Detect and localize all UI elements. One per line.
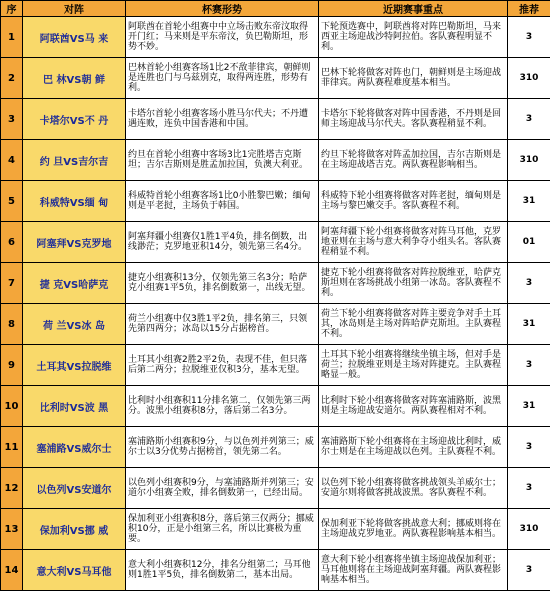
recent-focus-text: 科威特下轮小组赛将做客对阵老挝，缅甸则是主场与黎巴嫩交手。客队赛程不利。 — [319, 181, 508, 222]
cup-form-text: 塞浦路斯小组赛积9分，与以色列并列第三；威尔士以3分优势占据榜首，领先第二名。 — [126, 427, 319, 468]
match-name: 阿塞拜VS克罗地 — [23, 222, 126, 263]
cup-form-text: 以色列小组赛积9分，与塞浦路斯并列第三；安道尔小组赛全败，排名倒数第一，已经出局。 — [126, 468, 319, 509]
match-name: 巴 林VS朝 鲜 — [23, 58, 126, 99]
table-row — [1, 345, 550, 386]
cup-form-text: 巴林首轮小组赛客场1比2不敌菲律宾，朝鲜则是连胜也门与乌兹别克，取得两连胜，形势有利。 — [126, 58, 319, 99]
cup-form-text: 阿联酋在首轮小组赛中中立场击败东帝汶取得开门红；马来则是平东帝汶，负巴勒斯坦，形势不妙。 — [126, 17, 319, 58]
table-row — [1, 222, 550, 263]
match-name: 以色列VS安道尔 — [23, 468, 126, 509]
header-focus: 近期赛事重点 — [319, 1, 508, 17]
recent-focus-text: 土耳其下轮小组赛将继续坐镇主场，但对手是荷兰；拉脱维亚则是主场对阵捷克。主队赛程略显一般。 — [319, 345, 508, 386]
recent-focus-text: 卡塔尔下轮将做客对阵中国香港，不丹则是回师主场迎战马尔代夫。客队赛程稍显不利。 — [319, 99, 508, 140]
row-number: 5 — [1, 181, 23, 222]
cup-form-text: 荷兰小组赛中仅3胜1平2负，排名第三，只领先第四两分；冰岛以15分占据榜首。 — [126, 304, 319, 345]
cup-form-text: 阿塞拜疆小组赛仅1胜1平4负，排名倒数，出线渺茫；克罗地亚积14分，领先第三名4分。 — [126, 222, 319, 263]
recent-focus-text: 荷兰下轮小组赛将做客对阵主要竞争对手土耳其，冰岛则是主场对阵哈萨克斯坦。主队赛程不利。 — [319, 304, 508, 345]
table-row — [1, 58, 550, 99]
recent-focus-text: 阿塞拜疆下轮小组赛将做客对阵马耳他，克罗地亚则在主场与意大利争夺小组头名。客队赛程稍显不利。 — [319, 222, 508, 263]
match-name: 捷 克VS哈萨克 — [23, 263, 126, 304]
recent-focus-text: 巴林下轮将做客对阵也门，朝鲜则是主场迎战菲律宾。两队赛程难度基本相当。 — [319, 58, 508, 99]
header-form: 杯赛形势 — [126, 1, 319, 17]
match-name: 塞浦路VS威尔士 — [23, 427, 126, 468]
tip-value: 310 — [508, 58, 550, 99]
table-row — [1, 181, 550, 222]
match-name: 比利时VS波 黑 — [23, 386, 126, 427]
header-seq: 序 — [1, 1, 23, 17]
table-row — [1, 140, 550, 181]
recent-focus-text: 约旦下轮将做客对阵孟加拉国，吉尔吉斯则是在主场迎战塔吉克。两队赛程影响相当。 — [319, 140, 508, 181]
table-row — [1, 468, 550, 509]
row-number: 3 — [1, 99, 23, 140]
header-match: 对阵 — [23, 1, 126, 17]
match-name: 约 旦VS吉尔吉 — [23, 140, 126, 181]
match-name: 卡塔尔VS不 丹 — [23, 99, 126, 140]
row-number: 8 — [1, 304, 23, 345]
recent-focus-text: 塞浦路斯下轮小组赛将在主场迎战比利时，威尔士则是在主场迎战以色列。主队赛程不利。 — [319, 427, 508, 468]
recent-focus-text: 比利时下轮小组赛将做客对阵塞浦路斯，波黑则是主场迎战安道尔。两队赛程相对不利。 — [319, 386, 508, 427]
cup-form-text: 土耳其小组赛2胜2平2负，表现不佳，但只落后第二两分；拉脱维亚仅积3分，基本无望。 — [126, 345, 319, 386]
table-row — [1, 427, 550, 468]
cup-form-text: 意大利小组赛积12分，排名分组第二；马耳他则1胜1平5负，排名倒数第二，基本出局。 — [126, 550, 319, 591]
row-number: 6 — [1, 222, 23, 263]
match-name: 阿联酋VS马 来 — [23, 17, 126, 58]
row-number: 2 — [1, 58, 23, 99]
cup-form-text: 科威特首轮小组赛客场1比0小胜黎巴嫩；缅甸则是平老挝，主场负于韩国。 — [126, 181, 319, 222]
row-number: 14 — [1, 550, 23, 591]
match-name: 土耳其VS拉脱维 — [23, 345, 126, 386]
row-number: 1 — [1, 17, 23, 58]
table-row — [1, 263, 550, 304]
tip-value: 31 — [508, 386, 550, 427]
tip-value: 310 — [508, 509, 550, 550]
row-number: 10 — [1, 386, 23, 427]
tip-value: 3 — [508, 17, 550, 58]
match-name: 荷 兰VS冰 岛 — [23, 304, 126, 345]
recent-focus-text: 下轮预选赛中，阿联酋将对阵巴勒斯坦，马来西亚主场迎战沙特阿拉伯。客队赛程明显不利。 — [319, 17, 508, 58]
cup-form-text: 捷克小组赛积13分，仅领先第三名3分；哈萨克小组赛1平5负，排名倒数第一，出线无望。 — [126, 263, 319, 304]
recent-focus-text: 意大利下轮小组赛将坐镇主场迎战保加利亚；马耳他则将在主场迎战阿塞拜疆。两队赛程影响基本相当。 — [319, 550, 508, 591]
cup-form-text: 保加利亚小组赛积8分，落后第三仅两分；挪威积10分，正是小组第三名，所以比赛极为重要。 — [126, 509, 319, 550]
cup-form-text: 约旦在首轮小组赛中客场3比1完胜塔吉克斯坦；吉尔吉斯则是胜孟加拉国，负澳大利亚。 — [126, 140, 319, 181]
row-number: 11 — [1, 427, 23, 468]
match-name: 意大利VS马耳他 — [23, 550, 126, 591]
tip-value: 3 — [508, 263, 550, 304]
row-number: 7 — [1, 263, 23, 304]
recent-focus-text: 保加利亚下轮将做客挑战意大利；挪威则将在主场迎战克罗地亚。两队赛程影响基本相当。 — [319, 509, 508, 550]
row-number: 9 — [1, 345, 23, 386]
tip-value: 310 — [508, 140, 550, 181]
tip-value: 31 — [508, 181, 550, 222]
cup-form-text: 比利时小组赛积11分排名第二，仅领先第三两分。波黑小组赛积8分，落后第二名3分。 — [126, 386, 319, 427]
match-name: 保加利VS挪 威 — [23, 509, 126, 550]
row-number: 13 — [1, 509, 23, 550]
tip-value: 3 — [508, 427, 550, 468]
header-row — [1, 1, 550, 17]
recent-focus-text: 捷克下轮小组赛将做客对阵拉脱维亚，哈萨克斯坦则在客场挑战小组第一冰岛。客队赛程不利。 — [319, 263, 508, 304]
match-name: 科威特VS缅 甸 — [23, 181, 126, 222]
table-row — [1, 99, 550, 140]
tip-value: 3 — [508, 99, 550, 140]
row-number: 4 — [1, 140, 23, 181]
table-row — [1, 550, 550, 591]
tip-value: 3 — [508, 468, 550, 509]
tip-value: 3 — [508, 550, 550, 591]
recent-focus-text: 以色列下轮小组赛将做客挑战领头羊威尔士；安道尔则将做客挑战波黑。客队赛程不利。 — [319, 468, 508, 509]
table-row — [1, 386, 550, 427]
row-number: 12 — [1, 468, 23, 509]
tip-value: 3 — [508, 345, 550, 386]
tip-value: 31 — [508, 304, 550, 345]
header-tip: 推荐 — [508, 1, 550, 17]
tip-value: 01 — [508, 222, 550, 263]
table-row — [1, 304, 550, 345]
table-row — [1, 509, 550, 550]
table-row — [1, 17, 550, 58]
cup-form-text: 卡塔尔首轮小组赛客场小胜马尔代夫；不丹遭遇连败，连负中国香港和中国。 — [126, 99, 319, 140]
